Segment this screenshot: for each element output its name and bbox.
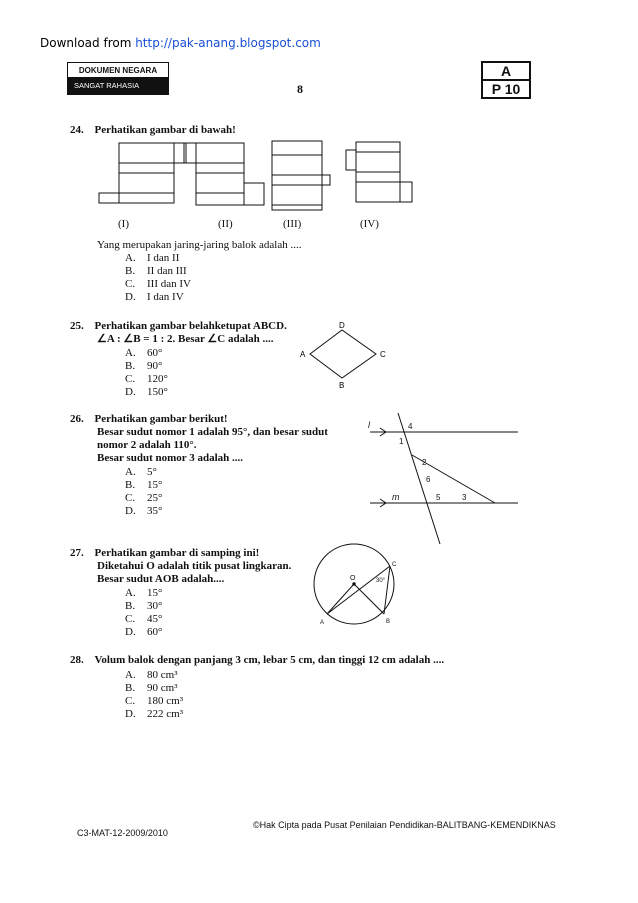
footer-code: C3-MAT-12-2009/2010 — [77, 828, 168, 838]
option-key: A. — [125, 252, 136, 264]
label-m: m — [392, 492, 400, 502]
option-key: D. — [125, 386, 136, 398]
option-value: II dan III — [147, 265, 187, 277]
option-key: D. — [125, 626, 136, 638]
option-value: 180 cm³ — [147, 695, 183, 707]
q25-option-c[interactable] — [125, 373, 168, 386]
option-value: 150° — [147, 386, 168, 398]
option-value: 15° — [147, 587, 163, 599]
angle-4: 4 — [408, 422, 413, 431]
q28-number: 28. — [70, 654, 84, 666]
doc-top-label: DOKUMEN NEGARA — [78, 66, 158, 75]
q24-label-2: (II) — [218, 218, 233, 230]
option-value: 25° — [147, 492, 163, 504]
q27-line3: Besar sudut AOB adalah.... — [97, 573, 225, 585]
q28-option-d[interactable] — [125, 708, 183, 721]
net-2 — [184, 143, 264, 205]
q27-options — [125, 587, 162, 639]
q26-line3: nomor 2 adalah 110°. — [97, 439, 197, 451]
q26-option-b[interactable] — [125, 479, 162, 492]
q24-options — [125, 252, 191, 304]
q24-question: Yang merupakan jaring-jaring balok adalah .... — [97, 239, 302, 251]
q28-options — [125, 669, 183, 721]
q25-header — [70, 320, 287, 333]
option-value: 60° — [147, 347, 163, 359]
q28-option-b[interactable] — [125, 682, 183, 695]
option-key: C. — [125, 492, 136, 504]
download-line — [40, 36, 321, 50]
exam-code-box — [481, 61, 531, 99]
footer-copyright: ©Hak Cipta pada Pusat Penilaian Pendidikan-BALITBANG-KEMENDIKNAS — [253, 820, 556, 830]
q26-options — [125, 466, 162, 518]
q25-rhombus-figure — [296, 318, 396, 390]
option-key: D. — [125, 708, 136, 720]
q25-option-a[interactable] — [125, 347, 168, 360]
option-key: C. — [125, 278, 136, 290]
option-value: 35° — [147, 505, 163, 517]
option-key: D. — [125, 505, 136, 517]
option-value: 80 cm³ — [147, 669, 178, 681]
q25-options — [125, 347, 168, 399]
q24-label-4: (IV) — [360, 218, 379, 230]
option-key: A. — [125, 669, 136, 681]
document-classification-box — [67, 62, 169, 95]
q26-line4: Besar sudut nomor 3 adalah .... — [97, 452, 243, 464]
vertex-b: B — [339, 381, 345, 390]
option-key: B. — [125, 682, 136, 694]
q24-option-b[interactable] — [125, 265, 191, 278]
center-dot — [353, 583, 355, 585]
q25-option-b[interactable] — [125, 360, 168, 373]
angle-3: 3 — [462, 493, 467, 502]
vertex-d: D — [339, 321, 345, 330]
q27-line2: Diketahui O adalah titik pusat lingkaran. — [97, 560, 292, 572]
q26-parallel-lines-figure — [340, 408, 520, 548]
option-value: I dan II — [147, 252, 180, 264]
q28-option-a[interactable] — [125, 669, 183, 682]
option-value: 45° — [147, 613, 163, 625]
label-a: A — [320, 620, 325, 626]
option-key: B. — [125, 479, 136, 491]
option-value: 15° — [147, 479, 163, 491]
q24-option-a[interactable] — [125, 252, 191, 265]
q27-option-d[interactable] — [125, 626, 162, 639]
vertex-c: C — [380, 350, 386, 359]
q24-label-3: (III) — [283, 218, 302, 230]
q26-line1: Perhatikan gambar berikut! — [94, 413, 228, 425]
q27-header — [70, 547, 259, 560]
q27-line1: Perhatikan gambar di samping ini! — [94, 547, 260, 559]
angle-5: 5 — [436, 493, 441, 502]
q28-header — [70, 654, 444, 667]
q25-option-d[interactable] — [125, 386, 168, 399]
q27-number: 27. — [70, 547, 84, 559]
angle-6: 6 — [426, 475, 431, 484]
option-value: 90 cm³ — [147, 682, 178, 694]
option-key: D. — [125, 291, 136, 303]
option-key: C. — [125, 613, 136, 625]
chord-ac — [327, 566, 390, 614]
q27-circle-figure — [306, 540, 406, 630]
option-key: A. — [125, 466, 136, 478]
q25-line2: ∠A : ∠B = 1 : 2. Besar ∠C adalah .... — [97, 333, 274, 345]
q28-line1: Volum balok dengan panjang 3 cm, lebar 5 cm, dan tinggi 12 cm adalah .... — [94, 654, 445, 666]
q27-option-a[interactable] — [125, 587, 162, 600]
q24-number: 24. — [70, 124, 84, 136]
q25-line1: Perhatikan gambar belahketupat ABCD. — [94, 320, 287, 332]
option-value: 222 cm³ — [147, 708, 183, 720]
q26-option-c[interactable] — [125, 492, 162, 505]
label-b: B — [386, 619, 391, 625]
q27-option-b[interactable] — [125, 600, 162, 613]
label-l: l — [368, 420, 370, 430]
q28-option-c[interactable] — [125, 695, 183, 708]
label-o: O — [350, 575, 356, 582]
option-value: 5° — [147, 466, 157, 478]
q26-line2: Besar sudut nomor 1 adalah 95°, dan besar sudut — [97, 426, 328, 438]
q24-label-1: (I) — [118, 218, 129, 230]
net-4 — [346, 142, 412, 202]
radius-ob — [354, 584, 384, 614]
q24-header — [70, 124, 236, 137]
option-key: A. — [125, 587, 136, 599]
net-1 — [99, 143, 186, 203]
q27-option-c[interactable] — [125, 613, 162, 626]
q24-option-c[interactable] — [125, 278, 191, 291]
radius-oa — [327, 584, 354, 614]
option-value: 30° — [147, 600, 163, 612]
label-c: C — [392, 562, 397, 568]
code-p: P 10 — [491, 81, 521, 97]
option-key: A. — [125, 347, 136, 359]
angle-2: 2 — [422, 458, 427, 467]
vertex-a: A — [300, 350, 306, 359]
q24-nets-figure — [94, 138, 424, 218]
download-link[interactable]: http://pak-anang.blogspot.com — [135, 36, 321, 50]
doc-bottom-label: SANGAT RAHASIA — [68, 77, 168, 94]
q24-text: Perhatikan gambar di bawah! — [94, 124, 236, 136]
q25-number: 25. — [70, 320, 84, 332]
option-value: III dan IV — [147, 278, 191, 290]
option-key: C. — [125, 695, 136, 707]
page-number: 8 — [297, 82, 303, 96]
option-key: B. — [125, 360, 136, 372]
option-key: B. — [125, 265, 136, 277]
option-value: 60° — [147, 626, 163, 638]
option-key: B. — [125, 600, 136, 612]
angle-1: 1 — [399, 437, 404, 446]
code-a: A — [483, 63, 529, 81]
q26-header — [70, 413, 228, 426]
transversal-line — [398, 413, 440, 544]
option-value: 90° — [147, 360, 163, 372]
q26-option-a[interactable] — [125, 466, 162, 479]
q26-option-d[interactable] — [125, 505, 162, 518]
rhombus-shape — [310, 330, 376, 378]
q26-number: 26. — [70, 413, 84, 425]
option-value: I dan IV — [147, 291, 184, 303]
angle-30-label: 30° — [376, 578, 386, 584]
net-3 — [272, 141, 330, 210]
q24-option-d[interactable] — [125, 291, 191, 304]
option-value: 120° — [147, 373, 168, 385]
download-prefix: Download from — [40, 36, 136, 50]
option-key: C. — [125, 373, 136, 385]
